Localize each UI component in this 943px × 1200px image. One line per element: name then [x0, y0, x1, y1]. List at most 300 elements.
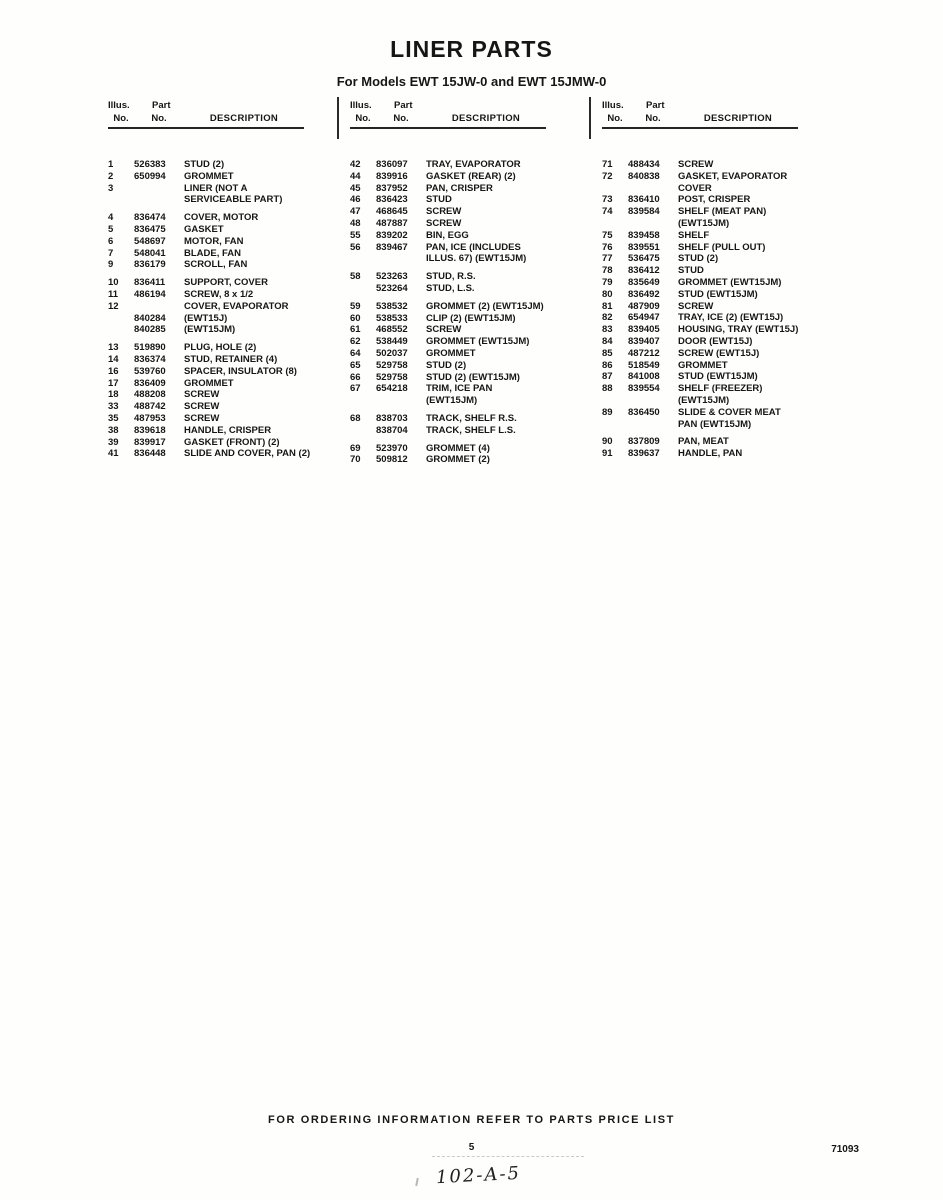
part-no: 839458 — [628, 229, 660, 241]
table-row — [108, 389, 350, 401]
parts-column-body-1 — [108, 159, 350, 460]
parts-column-1 — [108, 100, 350, 466]
part-description: PAN (EWT15JM) — [678, 418, 752, 430]
part-description: SHELF (MEAT PAN) — [678, 206, 767, 218]
part-no: 836179 — [134, 259, 166, 271]
table-row — [602, 324, 916, 336]
table-row — [602, 336, 916, 348]
part-no: 486194 — [134, 288, 166, 300]
illus-no: 64 — [350, 347, 361, 359]
part-no — [134, 183, 184, 195]
illus-no: 16 — [108, 365, 119, 377]
table-row — [602, 348, 916, 360]
part-description: SCREW — [426, 206, 462, 218]
part-description: COVER — [678, 182, 712, 194]
table-row — [108, 425, 350, 437]
table-row — [350, 383, 602, 395]
parts-column-body-3 — [602, 159, 916, 460]
table-row — [108, 354, 350, 366]
table-row — [350, 194, 602, 206]
table-row — [350, 218, 602, 230]
table-row — [602, 218, 916, 230]
part-no: 536475 — [628, 253, 660, 265]
part-no — [628, 218, 678, 230]
part-description: PAN, ICE (INCLUDES — [426, 241, 521, 253]
part-description: SUPPORT, COVER — [184, 277, 268, 289]
illus-no — [108, 194, 134, 206]
illus-no: 72 — [602, 170, 613, 182]
illus-no: 81 — [602, 300, 613, 312]
part-no: 839637 — [628, 448, 660, 460]
table-row — [350, 242, 602, 254]
header-illus-label: Illus. — [350, 100, 372, 111]
part-no — [628, 419, 678, 431]
part-description: STUD (EWT15JM) — [678, 371, 758, 383]
table-row — [602, 312, 916, 324]
table-row — [602, 194, 916, 206]
part-description: GASKET (FRONT) (2) — [184, 436, 280, 448]
part-no: 839405 — [628, 324, 660, 336]
illus-no: 74 — [602, 206, 613, 218]
header-no1-label: No. — [607, 113, 623, 124]
part-no: 468552 — [376, 324, 408, 336]
part-description: SHELF (PULL OUT) — [678, 241, 766, 253]
part-no: 488742 — [134, 401, 166, 413]
table-row — [602, 436, 916, 448]
part-no: 523970 — [376, 442, 408, 454]
illus-no — [602, 419, 628, 431]
illus-no: 12 — [108, 300, 119, 312]
part-no: 526383 — [134, 159, 166, 170]
illus-no: 85 — [602, 347, 613, 359]
table-row — [602, 171, 916, 183]
part-description: GASKET — [184, 223, 224, 235]
table-row — [602, 159, 916, 171]
part-no: 836474 — [134, 212, 166, 224]
illus-no: 71 — [602, 159, 613, 170]
illus-no: 4 — [108, 212, 114, 224]
illus-no: 47 — [350, 206, 361, 218]
part-no: 548697 — [134, 235, 166, 247]
table-row — [108, 366, 350, 378]
illus-no: 75 — [602, 229, 613, 241]
illus-no: 48 — [350, 217, 361, 229]
part-description: PAN, CRISPER — [426, 182, 493, 194]
parts-column-3 — [602, 100, 916, 466]
table-row — [350, 283, 602, 295]
part-no: 836097 — [376, 159, 408, 170]
table-row — [350, 271, 602, 283]
table-row — [350, 313, 602, 325]
part-description: TRAY, ICE (2) (EWT15J) — [678, 312, 784, 324]
table-row — [350, 395, 602, 407]
table-row — [108, 301, 350, 313]
ordering-note: FOR ORDERING INFORMATION REFER TO PARTS PRICE LIST — [268, 1114, 675, 1126]
part-description: (EWT15JM) — [184, 324, 236, 336]
table-row — [350, 443, 602, 455]
part-no: 502037 — [376, 347, 408, 359]
table-row — [108, 342, 350, 354]
illus-no: 87 — [602, 371, 613, 383]
part-no: 836374 — [134, 353, 166, 365]
parts-column-body-2 — [350, 159, 602, 466]
illus-no: 1 — [108, 159, 114, 170]
column-header-line1 — [108, 100, 304, 111]
illus-no — [108, 313, 134, 325]
table-row — [602, 289, 916, 301]
part-no: 840285 — [134, 324, 166, 336]
table-row — [108, 324, 350, 336]
part-no: 654947 — [628, 312, 660, 324]
column-header — [350, 100, 546, 129]
part-no: 487909 — [628, 300, 660, 312]
part-description: TRACK, SHELF L.S. — [426, 424, 516, 436]
part-description: SCROLL, FAN — [184, 259, 248, 271]
illus-no: 79 — [602, 276, 613, 288]
part-description: SLIDE AND COVER, PAN (2) — [184, 448, 311, 460]
table-row — [350, 206, 602, 218]
part-description: SCREW — [678, 300, 714, 312]
part-description: POST, CRISPER — [678, 194, 751, 206]
part-no: 836411 — [134, 277, 166, 289]
part-no — [376, 253, 426, 265]
illus-no: 41 — [108, 448, 119, 460]
part-no: 836475 — [134, 223, 166, 235]
part-description: GROMMET — [184, 377, 234, 389]
table-row — [602, 230, 916, 242]
table-row — [108, 248, 350, 260]
part-description: SCREW (EWT15J) — [678, 347, 760, 359]
illus-no: 70 — [350, 454, 361, 466]
part-no: 839584 — [628, 206, 660, 218]
parts-table — [108, 100, 916, 466]
column-header — [108, 100, 304, 129]
part-no: 487887 — [376, 217, 408, 229]
part-no: 836450 — [628, 406, 660, 418]
illus-no: 44 — [350, 170, 361, 182]
part-description: GROMMET — [678, 359, 728, 371]
table-row — [602, 277, 916, 289]
column-header-line2 — [602, 113, 798, 124]
part-no: 538449 — [376, 336, 408, 348]
document-number: 71093 — [831, 1144, 859, 1155]
illus-no: 33 — [108, 401, 119, 413]
illus-no: 5 — [108, 223, 114, 235]
header-part-label: Part — [394, 100, 413, 111]
header-illus-label: Illus. — [108, 100, 130, 111]
part-no: 523263 — [376, 271, 408, 283]
table-row — [108, 236, 350, 248]
part-description: GROMMET — [184, 170, 234, 182]
part-description: PLUG, HOLE (2) — [184, 342, 257, 354]
table-row — [602, 265, 916, 277]
part-no: 468645 — [376, 206, 408, 218]
column-header-line1 — [602, 100, 798, 111]
table-row — [602, 419, 916, 431]
part-no: 838704 — [376, 424, 408, 436]
table-row — [108, 259, 350, 271]
table-row — [350, 253, 602, 265]
table-row — [108, 448, 350, 460]
part-no: 839917 — [134, 436, 166, 448]
part-description: (EWT15J) — [184, 312, 228, 324]
table-row — [602, 301, 916, 313]
table-row — [350, 360, 602, 372]
header-no2-label: No. — [645, 113, 661, 124]
part-description: SCREW — [678, 159, 714, 170]
header-no1-label: No. — [113, 113, 129, 124]
table-row — [108, 413, 350, 425]
table-row — [108, 183, 350, 195]
table-row — [602, 383, 916, 395]
illus-no: 18 — [108, 389, 119, 401]
part-description: CLIP (2) (EWT15JM) — [426, 312, 516, 324]
column-header-line2 — [350, 113, 546, 124]
part-description: STUD (2) — [678, 253, 719, 265]
illus-no: 61 — [350, 324, 361, 336]
part-description: STUD — [426, 194, 452, 206]
part-no — [134, 194, 184, 206]
part-no — [628, 183, 678, 195]
illus-no: 90 — [602, 436, 613, 448]
table-row — [108, 378, 350, 390]
table-row — [350, 372, 602, 384]
part-no: 487953 — [134, 412, 166, 424]
part-no: 836423 — [376, 194, 408, 206]
part-no: 487212 — [628, 347, 660, 359]
part-no: 518549 — [628, 359, 660, 371]
table-row — [108, 313, 350, 325]
illus-no: 78 — [602, 265, 613, 277]
part-description: ILLUS. 67) (EWT15JM) — [426, 253, 527, 265]
part-description: STUD — [678, 265, 704, 277]
illus-no: 60 — [350, 312, 361, 324]
part-description: STUD, RETAINER (4) — [184, 353, 278, 365]
part-description: GROMMET (2) — [426, 454, 490, 466]
part-description: COVER, EVAPORATOR — [184, 300, 289, 312]
part-description: (EWT15JM) — [678, 217, 730, 229]
part-no: 654218 — [376, 383, 408, 395]
illus-no: 10 — [108, 277, 119, 289]
table-row — [350, 336, 602, 348]
column-header-line1 — [350, 100, 546, 111]
illus-no: 82 — [602, 312, 613, 324]
illus-no: 38 — [108, 424, 119, 436]
illus-no — [602, 183, 628, 195]
header-no2-label: No. — [393, 113, 409, 124]
illus-no: 66 — [350, 371, 361, 383]
part-no: 836412 — [628, 265, 660, 277]
part-no: 839202 — [376, 229, 408, 241]
part-no: 835649 — [628, 276, 660, 288]
column-header-line2 — [108, 113, 304, 124]
table-row — [350, 159, 602, 171]
illus-no — [108, 324, 134, 336]
part-description: SHELF — [678, 229, 710, 241]
part-no: 839618 — [134, 424, 166, 436]
part-no — [376, 395, 426, 407]
part-description: SCREW — [184, 389, 220, 401]
part-no: 837809 — [628, 436, 660, 448]
column-header — [602, 100, 798, 129]
part-description: HANDLE, PAN — [678, 448, 743, 460]
illus-no — [350, 395, 376, 407]
part-no — [628, 395, 678, 407]
part-description: GROMMET (4) — [426, 442, 490, 454]
header-no1-label: No. — [355, 113, 371, 124]
page-title: LINER PARTS — [390, 36, 553, 62]
part-description: TRACK, SHELF R.S. — [426, 412, 517, 424]
part-no: 509812 — [376, 454, 408, 466]
part-no: 839916 — [376, 170, 408, 182]
table-row — [350, 171, 602, 183]
illus-no: 42 — [350, 159, 361, 170]
page-subtitle: For Models EWT 15JW-0 and EWT 15JMW-0 — [336, 74, 607, 89]
part-no: 538533 — [376, 312, 408, 324]
header-description-label: DESCRIPTION — [703, 113, 773, 124]
part-description: SCREW, 8 x 1/2 — [184, 288, 254, 300]
illus-no: 62 — [350, 336, 361, 348]
illus-no: 69 — [350, 442, 361, 454]
illus-no: 84 — [602, 335, 613, 347]
part-no: 523264 — [376, 282, 408, 294]
part-no: 650994 — [134, 170, 166, 182]
part-description: SCREW — [184, 401, 220, 413]
part-description: GASKET, EVAPORATOR — [678, 170, 788, 182]
table-row — [350, 413, 602, 425]
part-description: STUD (2) (EWT15JM) — [426, 371, 520, 383]
part-no: 837952 — [376, 182, 408, 194]
illus-no — [602, 218, 628, 230]
part-no: 529758 — [376, 359, 408, 371]
part-description: LINER (NOT A — [184, 182, 248, 194]
part-description: GROMMET — [426, 347, 476, 359]
illus-no: 83 — [602, 324, 613, 336]
table-row — [602, 360, 916, 372]
part-description: STUD (2) — [184, 159, 225, 170]
illus-no: 65 — [350, 359, 361, 371]
illus-no: 80 — [602, 288, 613, 300]
table-row — [602, 395, 916, 407]
part-description: MOTOR, FAN — [184, 235, 244, 247]
illus-no: 88 — [602, 383, 613, 395]
table-row — [108, 194, 350, 206]
illus-no: 3 — [108, 182, 114, 194]
part-description: GROMMET (2) (EWT15JM) — [426, 300, 544, 312]
part-description: BLADE, FAN — [184, 247, 241, 259]
part-description: SLIDE & COVER MEAT — [678, 406, 781, 418]
illus-no: 73 — [602, 194, 613, 206]
table-row — [602, 206, 916, 218]
table-row — [350, 425, 602, 437]
table-row — [350, 230, 602, 242]
part-description: STUD (EWT15JM) — [678, 288, 758, 300]
illus-no: 2 — [108, 170, 114, 182]
part-no: 538532 — [376, 300, 408, 312]
illus-no: 58 — [350, 271, 361, 283]
table-row — [602, 448, 916, 460]
table-row — [350, 324, 602, 336]
header-part-label: Part — [152, 100, 171, 111]
part-description: GROMMET (EWT15JM) — [678, 276, 782, 288]
part-description: DOOR (EWT15J) — [678, 335, 753, 347]
illus-no: 76 — [602, 241, 613, 253]
header-description-label: DESCRIPTION — [209, 113, 279, 124]
part-description: STUD, R.S. — [426, 271, 476, 283]
part-no: 840284 — [134, 312, 166, 324]
part-description: PAN, MEAT — [678, 436, 729, 448]
part-description: TRAY, EVAPORATOR — [426, 159, 521, 170]
illus-no: 91 — [602, 448, 613, 460]
illus-no: 89 — [602, 406, 613, 418]
scan-artifact — [432, 1156, 584, 1158]
illus-no: 11 — [108, 288, 119, 300]
header-no2-label: No. — [151, 113, 167, 124]
illus-no: 46 — [350, 194, 361, 206]
illus-no: 35 — [108, 412, 119, 424]
part-no — [134, 301, 184, 313]
table-row — [602, 371, 916, 383]
illus-no — [602, 395, 628, 407]
illus-no — [350, 283, 376, 295]
header-part-label: Part — [646, 100, 665, 111]
part-description: (EWT15JM) — [426, 395, 478, 407]
part-no: 839407 — [628, 335, 660, 347]
page-number: 5 — [468, 1142, 475, 1153]
illus-no: 14 — [108, 353, 119, 365]
illus-no: 17 — [108, 377, 119, 389]
part-description: HOUSING, TRAY (EWT15J) — [678, 324, 799, 336]
part-no: 839551 — [628, 241, 660, 253]
part-no: 839554 — [628, 383, 660, 395]
table-row — [108, 277, 350, 289]
handwritten-note: 102-A-5 — [435, 1162, 522, 1189]
part-no: 529758 — [376, 371, 408, 383]
part-no: 836492 — [628, 288, 660, 300]
illus-no: 55 — [350, 229, 361, 241]
part-description: SCREW — [426, 324, 462, 336]
part-description: TRIM, ICE PAN — [426, 383, 493, 395]
table-row — [108, 289, 350, 301]
part-no: 488434 — [628, 159, 660, 170]
part-no: 839467 — [376, 241, 408, 253]
table-row — [350, 183, 602, 195]
part-no: 539760 — [134, 365, 166, 377]
part-no: 838703 — [376, 412, 408, 424]
illus-no: 59 — [350, 300, 361, 312]
table-row — [602, 253, 916, 265]
illus-no: 45 — [350, 182, 361, 194]
part-no: 836448 — [134, 448, 166, 460]
part-no: 836409 — [134, 377, 166, 389]
part-description: STUD (2) — [426, 359, 467, 371]
part-no: 841008 — [628, 371, 660, 383]
part-no: 488208 — [134, 389, 166, 401]
part-description: HANDLE, CRISPER — [184, 424, 272, 436]
part-description: SPACER, INSULATOR (8) — [184, 365, 297, 377]
illus-no: 13 — [108, 342, 119, 354]
table-row — [108, 171, 350, 183]
part-no: 840838 — [628, 170, 660, 182]
part-description: SHELF (FREEZER) — [678, 383, 763, 395]
header-illus-label: Illus. — [602, 100, 624, 111]
illus-no: 68 — [350, 412, 361, 424]
illus-no: 56 — [350, 241, 361, 253]
table-row — [108, 212, 350, 224]
table-row — [108, 437, 350, 449]
illus-no: 77 — [602, 253, 613, 265]
table-row — [602, 183, 916, 195]
